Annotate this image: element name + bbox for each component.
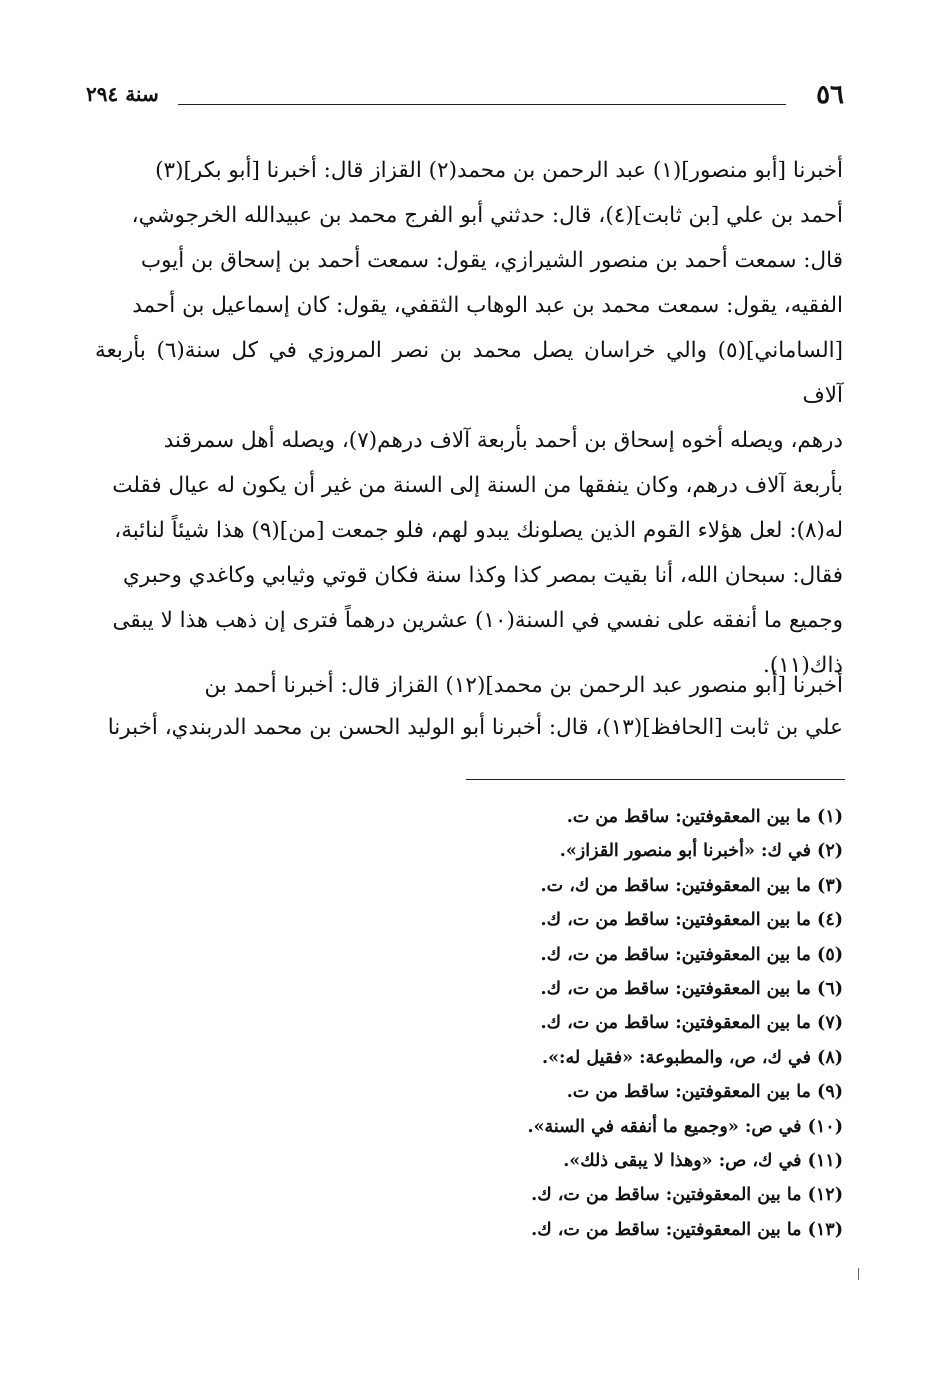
running-head: سنة ٢٩٤ — [86, 82, 159, 106]
text-line: علي بن ثابت [الحافظ](١٣)، قال: أخبرنا أبو الوليد الحسن بن محمد الدربندي، أخبرنا — [107, 715, 843, 740]
footnote: (١١) في ك، ص: «وهذا لا يبقى ذلك». — [563, 1151, 843, 1172]
footnote: (٩) ما بين المعقوفتين: ساقط من ت. — [566, 1082, 843, 1103]
text-line: درهم، ويصله أخوه إسحاق بن أحمد بأربعة آلاف درهم(٧)، ويصله أهل سمرقند — [163, 428, 843, 453]
text-line: أخبرنا [أبو منصور](١) عبد الرحمن بن محمد(٢) القزاز قال: أخبرنا [أبو بكر](٣) — [155, 158, 843, 183]
text-line: ذاك(١١). — [763, 653, 843, 678]
footnote: (١٣) ما بين المعقوفتين: ساقط من ت، ك. — [531, 1219, 843, 1240]
footnote-separator — [466, 779, 845, 780]
paragraph-1 — [95, 148, 843, 688]
page-number: ٥٦ — [816, 80, 844, 110]
footnote: (٦) ما بين المعقوفتين: ساقط من ت، ك. — [540, 979, 843, 1000]
footnote: (٣) ما بين المعقوفتين: ساقط من ك، ت. — [540, 875, 843, 896]
footnote: (٢) في ك: «أخبرنا أبو منصور القزاز». — [559, 841, 843, 862]
scan-mark — [858, 1268, 859, 1280]
footnote: (١٢) ما بين المعقوفتين: ساقط من ت، ك. — [531, 1185, 843, 1206]
text-line: قال: سمعت أحمد بن منصور الشيرازي، يقول: سمعت أحمد بن إسحاق بن أيوب — [140, 248, 843, 273]
page-header — [86, 80, 844, 120]
footnote: (١٠) في ص: «وجميع ما أنفقه في السنة». — [527, 1116, 843, 1137]
header-rule — [178, 104, 786, 105]
text-line: وجميع ما أنفقه على نفسي في السنة(١٠) عشرين درهماً فترى إن ذهب هذا لا يبقى — [112, 608, 843, 633]
footnote: (١) ما بين المعقوفتين: ساقط من ت. — [566, 807, 843, 827]
text-line: فقال: سبحان الله، أنا بقيت بمصر كذا وكذا سنة فكان قوتي وثيابي وكاغدي وحبري — [123, 563, 843, 588]
paragraph-2 — [95, 665, 843, 749]
footnote: (٤) ما بين المعقوفتين: ساقط من ت، ك. — [540, 910, 843, 931]
text-line: له(٨): لعل هؤلاء القوم الذين يصلونك يبدو لهم، فلو جمعت [من](٩) هذا شيئاً لنائبة، — [114, 518, 843, 543]
footnote: (٨) في ك، ص، والمطبوعة: «فقيل له:». — [542, 1047, 843, 1068]
text-line: أحمد بن علي [بن ثابت](٤)، قال: حدثني أبو الفرج محمد بن عبيدالله الخرجوشي، — [131, 203, 843, 228]
text-line: الفقيه، يقول: سمعت محمد بن عبد الوهاب الثقفي، يقول: كان إسماعيل بن أحمد — [132, 293, 843, 318]
footnote: (٥) ما بين المعقوفتين: ساقط من ت، ك. — [540, 944, 843, 965]
footnote: (٧) ما بين المعقوفتين: ساقط من ت، ك. — [540, 1013, 843, 1034]
text-line: أخبرنا [أبو منصور عبد الرحمن بن محمد](١٢) القزاز قال: أخبرنا أحمد بن — [204, 673, 843, 698]
text-line: [الساماني](٥) والي خراسان يصل محمد بن نصر المروزي في كل سنة(٦) بأربعة آلاف — [95, 338, 843, 408]
text-line: بأربعة آلاف درهم، وكان ينفقها من السنة إلى السنة من غير أن يكون له عيال فقلت — [112, 473, 843, 498]
footnotes — [95, 800, 843, 1247]
